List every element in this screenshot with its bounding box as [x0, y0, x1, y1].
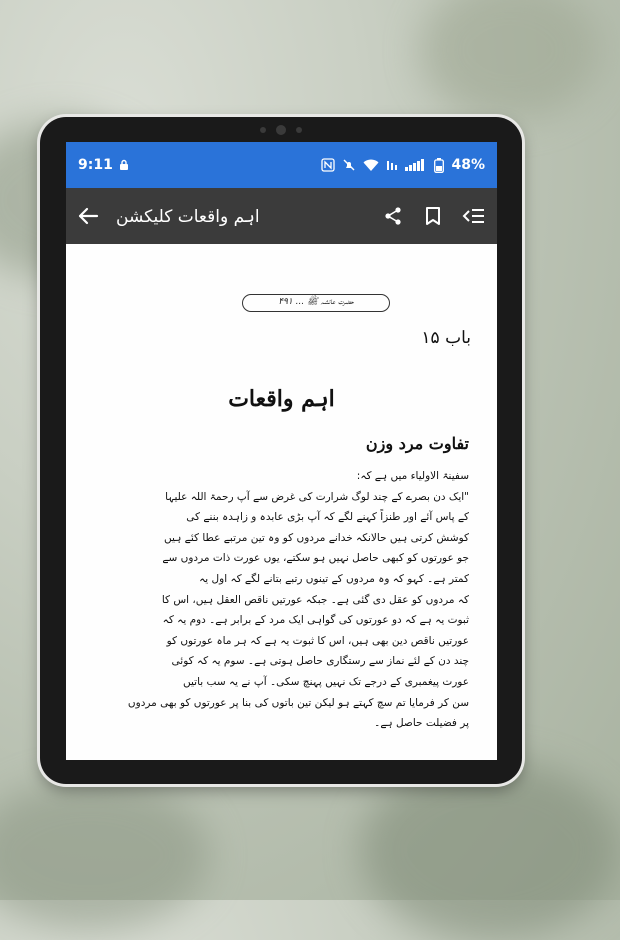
camera-cluster [260, 125, 302, 135]
book-page[interactable] [66, 244, 497, 760]
app-title: اہم واقعات کلیکشن [116, 206, 260, 227]
back-arrow-icon[interactable] [78, 207, 98, 225]
app-actions [383, 206, 485, 226]
text-line: سن کر فرمایا تم سچ کہتے ہو لیکن تین باتوں کی بنا پر عورتوں کو بھی مردوں [127, 696, 469, 709]
status-bar [66, 142, 497, 188]
text-line: کمتر ہے۔ کہو کہ وہ مردوں کے تینوں رتبے بتانے لگے کہ اول یہ [199, 572, 469, 585]
chapter-label: باب ۱۵ [421, 328, 471, 348]
text-line: عورتیں ناقص دین بھی ہیں، اس کا ثبوت یہ ہے کہ ہر ماہ عورتوں کو [166, 634, 469, 647]
sensor-dot [296, 127, 302, 133]
section-subheading: تفاوت مرد وزن [365, 434, 469, 453]
mute-icon [342, 158, 356, 172]
share-icon[interactable] [383, 206, 403, 226]
status-time: 9:11 [78, 157, 113, 173]
page-header-pill: حضرت عائشہ ﷺ ... ۴۹۱ [242, 294, 390, 312]
text-line: جو عورتوں کو کبھی حاصل نہیں ہو سکتے، یوں عورت ذات مردوں سے [162, 552, 469, 565]
sensor-dot [260, 127, 266, 133]
lock-icon [119, 159, 129, 171]
page-heading: اہم واقعات [228, 386, 335, 412]
background-blot [0, 780, 210, 930]
volte-icon [386, 159, 398, 171]
background-blot [420, 0, 600, 120]
screen [66, 142, 497, 760]
text-line: کہ مردوں کو عقل دی گئی ہے۔ جبکہ عورتیں ناقص العقل ہیں، اس کا [161, 593, 469, 606]
wifi-icon [363, 159, 379, 172]
text-line: کے پاس آئے اور طنزاً کہنے لگے کہ آپ بڑی عابدہ و زاہدہ بننے کی [186, 511, 469, 524]
page-body-text [127, 466, 469, 734]
signal-icon [405, 159, 427, 171]
text-line: پر فضیلت حاصل ہے۔ [374, 717, 469, 730]
bookmark-icon[interactable] [425, 206, 441, 226]
text-line: ثبوت یہ ہے کہ دو عورتوں کی گواہی ایک مرد کے برابر ہے۔ دوم یہ کہ [162, 614, 469, 627]
text-line: چند دن کے لئے نماز سے رستگاری حاصل ہوتی ہے۔ سوم یہ کہ کوئی [171, 655, 469, 668]
battery-icon [434, 158, 444, 173]
text-line: کوشش کرتی ہیں حالانکہ خدانے مردوں کو وہ تین مرتبے عطا کئے ہیں [164, 531, 469, 544]
nfc-icon [321, 158, 335, 172]
status-icons [321, 157, 485, 173]
text-line: عورت پیغمبری کے درجے تک نہیں پہنچ سکی۔ آپ نے یہ سب باتیں [183, 675, 469, 688]
table-of-contents-icon[interactable] [463, 208, 485, 224]
text-line: "ایک دن بصرے کے چند لوگ شرارت کی غرض سے آپ رحمۃ اللہ علیہا [165, 490, 469, 503]
battery-percent: 48% [451, 157, 485, 173]
tablet-frame [40, 117, 522, 784]
camera-lens [276, 125, 286, 135]
text-line: سفینۃ الاولیاء میں ہے کہ: [356, 470, 469, 482]
app-bar [66, 188, 497, 244]
background-blot [360, 760, 620, 940]
